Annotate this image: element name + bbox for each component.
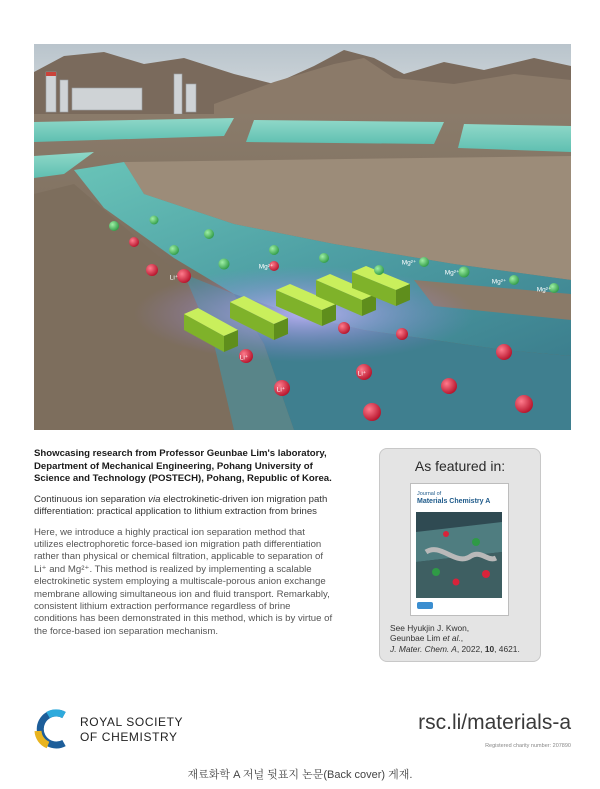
journal-cover-thumbnail [410,483,509,616]
publisher-line1: ROYAL SOCIETY [80,715,184,729]
article-abstract: Here, we introduce a highly practical ion separation method that utilizes electrophoretic force-based ion migration path differentiation rather than physical or chemical filtration, applicable to separation of Li⁺ and Mg²⁺. This method is realized by implementing a scalable electrokinetic system employing a multiscale-porous anion exchange membrane allowing simultaneous ion and fluid transport. Remarkably, consistent lithium extraction performance regardless of brine conditions has been demonstrated in this method, which is by virtue of the force-based ion separation mechanism. [34,526,333,637]
showcase-text [34,448,334,638]
ion-label: Mg²⁺ [444,269,460,277]
showcase-heading: Showcasing research from Professor Geunbae Lim's laboratory, Department of Mechanical Engineering, Pohang University of Science and Technology (POSTECH), Pohang, Republic of Korea. [34,448,332,485]
ion-label: Mg²⁺ [401,259,417,267]
ion-label: Mg²⁺ [258,263,274,271]
journal-name-line1: Journal of [417,491,442,497]
citation: See Hyukjin J. Kwon, Geunbae Lim et al., J. Mater. Chem. A, 2022, 10, 4621. [390,623,520,654]
ion-label: Mg²⁺ [536,286,552,294]
ion-label: Li⁺ [276,386,286,394]
rsc-mark-icon [34,709,72,749]
ion-label: Mg²⁺ [491,278,507,286]
page-caption: 재료화학 A 저널 뒷표지 논문(Back cover) 게재. [187,769,413,781]
featured-box [379,448,541,662]
rsc-mini-logo [417,602,433,609]
article-title: Continuous ion separation via electrokinetic-driven ion migration path differentiation: practical application to lithium extraction from brines [34,493,328,518]
ion-label: Li⁺ [169,274,179,282]
featured-title: As featured in: [414,458,506,474]
journal-name-line2: Materials Chemistry A [417,498,491,505]
rsc-logo [34,709,194,753]
ion-label: Li⁺ [357,370,367,378]
journal-cover-art [416,512,502,598]
ion-label: Li⁺ [239,354,249,362]
publisher-line2: OF CHEMISTRY [80,730,178,744]
charity-number: Registered charity number: 207890 [485,743,571,749]
journal-url[interactable]: rsc.li/materials-a [418,711,571,734]
cover-illustration [34,44,571,430]
